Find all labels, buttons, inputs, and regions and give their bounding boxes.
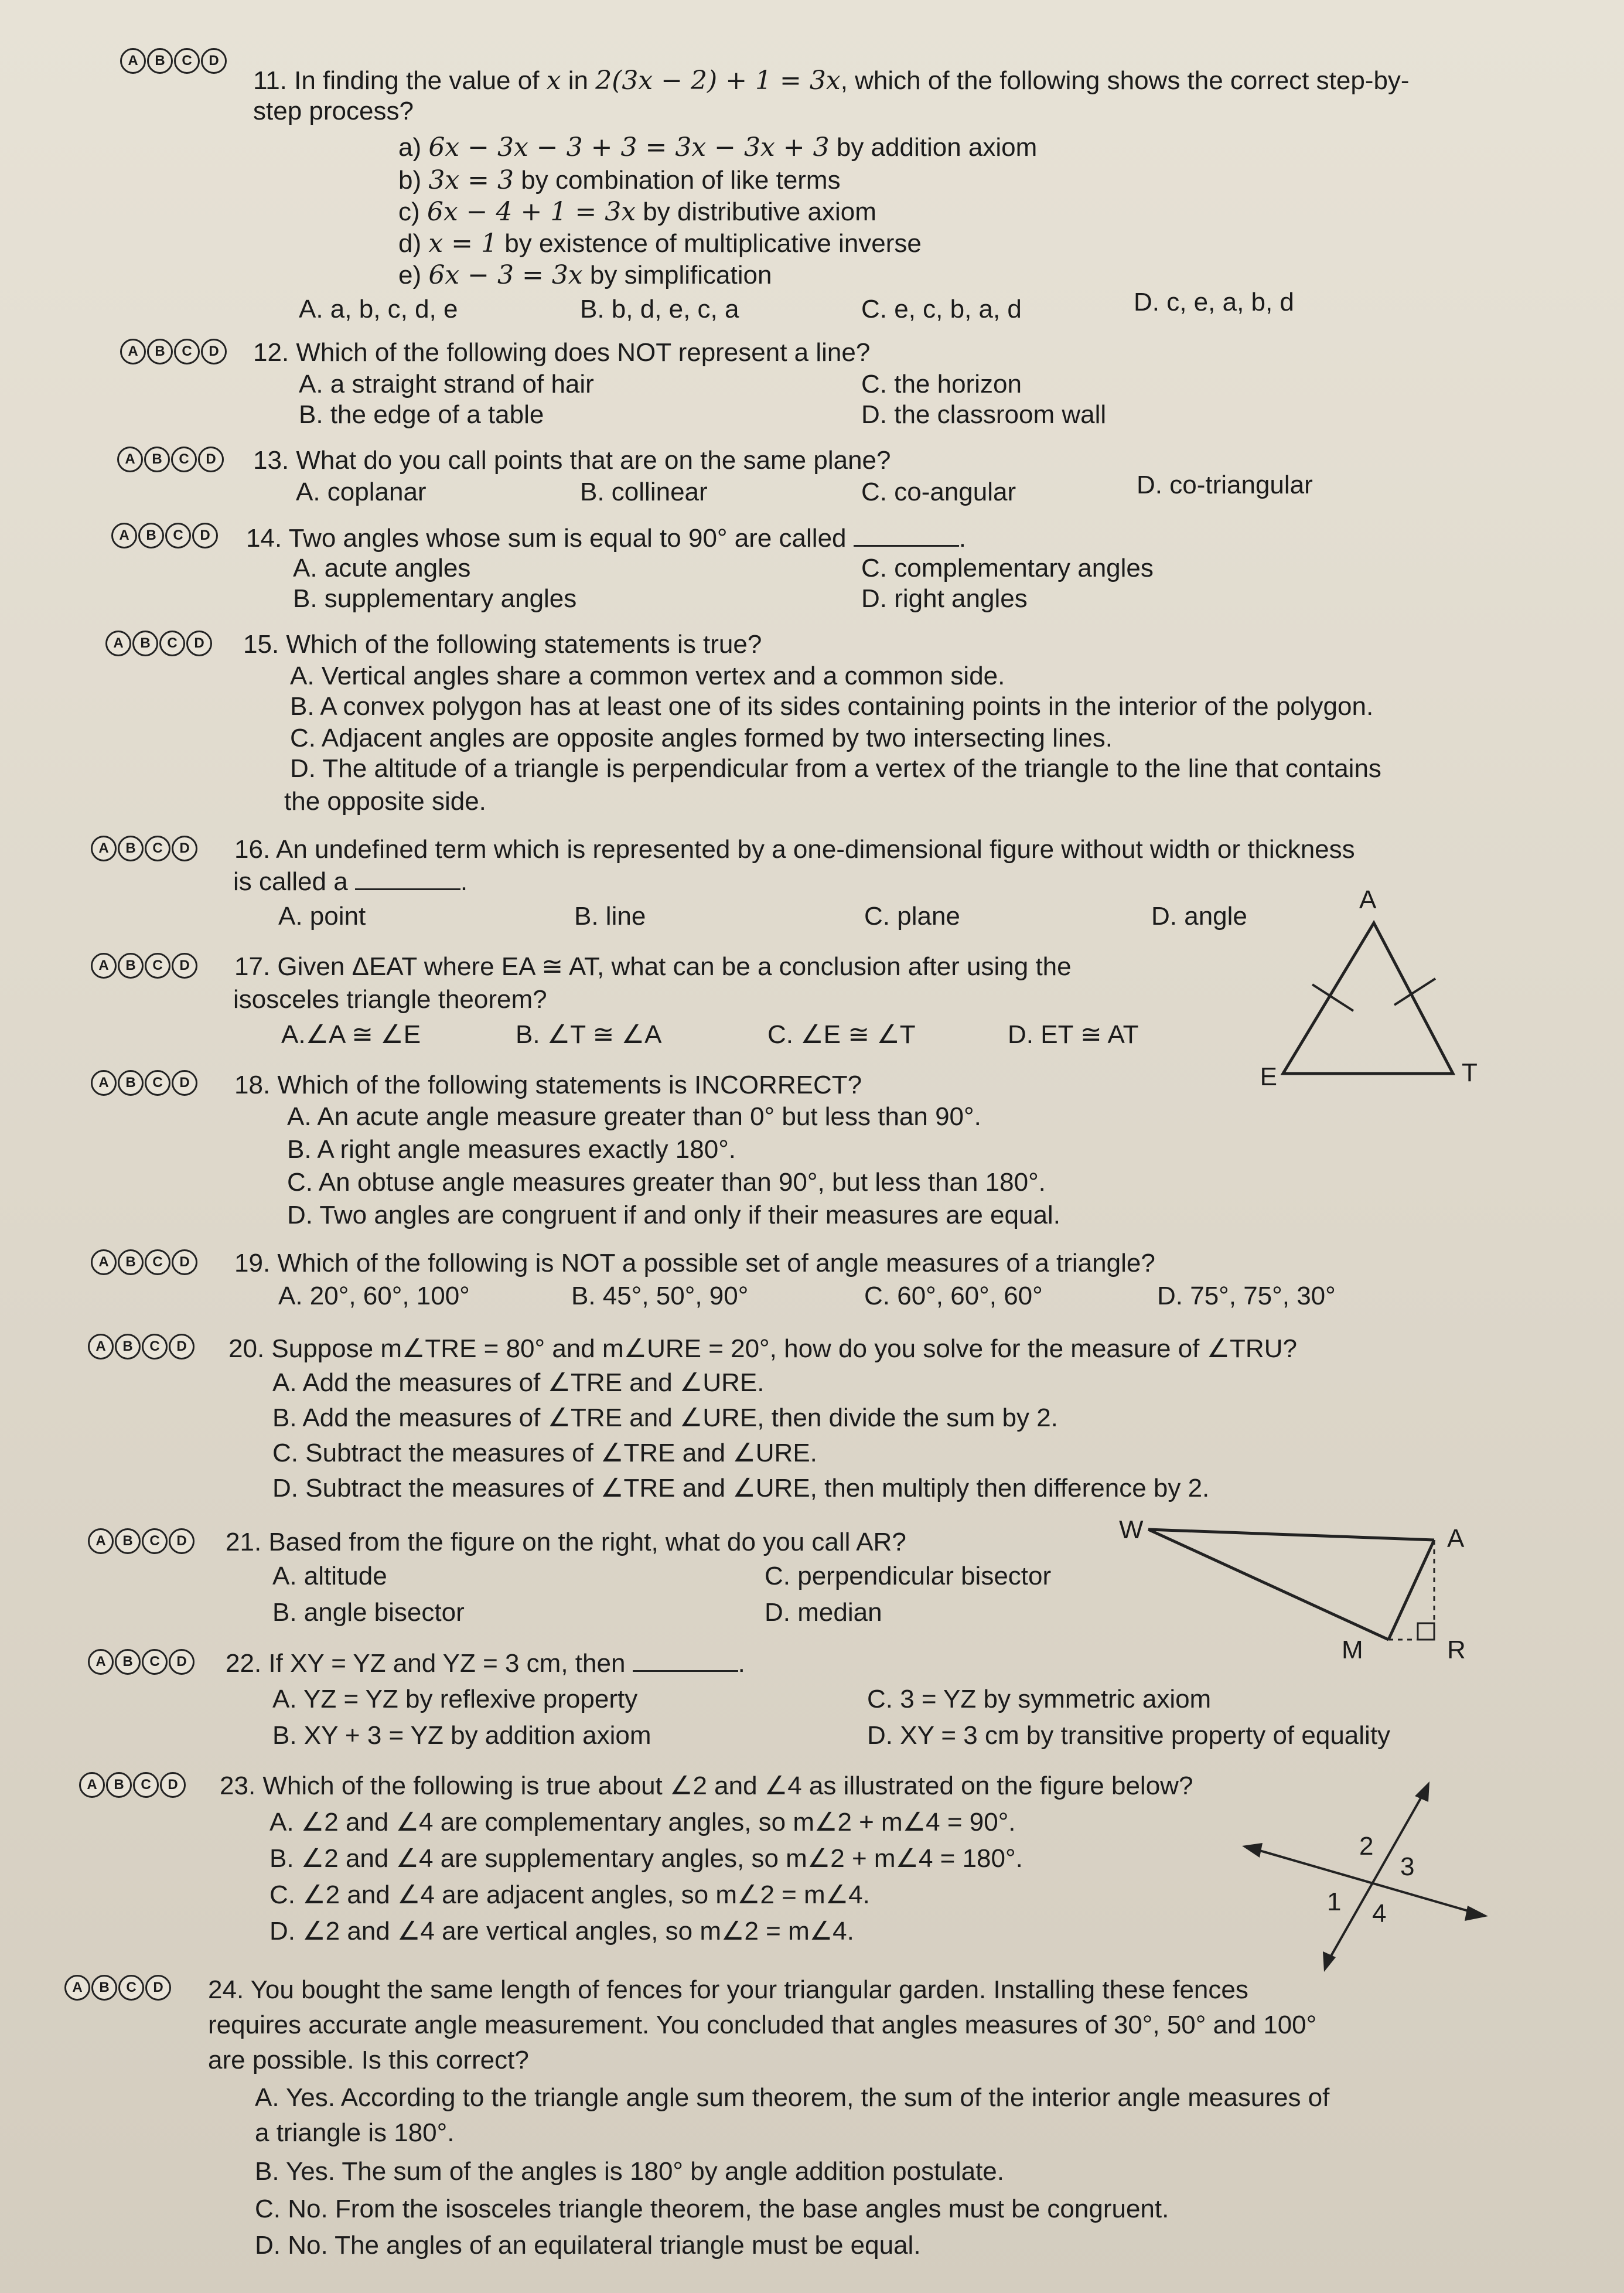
option-d[interactable]: D. 75°, 75°, 30° (1157, 1282, 1336, 1310)
option-c[interactable]: C. perpendicular bisector (765, 1562, 1052, 1590)
option-d[interactable]: D. No. The angles of an equilateral triangle must be equal. (255, 2231, 921, 2260)
option-c[interactable]: C. No. From the isosceles triangle theorem, the base angles must be congruent. (255, 2195, 1169, 2223)
option-a[interactable]: A. Yes. According to the triangle angle sum theorem, the sum of the interior angle measures of (255, 2083, 1330, 2112)
angle-label-1: 1 (1327, 1887, 1342, 1916)
bubble-c[interactable]: C (142, 1528, 168, 1554)
option-b[interactable]: B. the edge of a table (299, 400, 544, 429)
option-c[interactable]: C. An obtuse angle measures greater than 90°, but less than 180°. (287, 1168, 1046, 1197)
option-c[interactable]: C. the horizon (861, 370, 1022, 398)
bubble-c[interactable]: C (145, 953, 170, 979)
bubble-c[interactable]: C (174, 339, 200, 364)
answer-bubbles-13[interactable] (117, 447, 224, 472)
vertex-label-a: A (1359, 885, 1377, 914)
option-d[interactable]: D. ET ≅ AT (1008, 1020, 1139, 1049)
bubble-a[interactable]: A (120, 48, 146, 74)
bubble-a[interactable]: A (120, 339, 146, 364)
question-text: 23. Which of the following is true about ∠2 and ∠4 as illustrated on the figure below? (220, 1771, 1193, 1800)
option-d[interactable]: D. median (765, 1598, 882, 1627)
answer-blank (854, 523, 959, 547)
segment-wa (1148, 1529, 1434, 1540)
answer-bubbles-19[interactable] (91, 1249, 197, 1275)
option-a[interactable]: A. altitude (272, 1562, 387, 1590)
option-a[interactable]: A. Add the measures of ∠TRE and ∠URE. (272, 1368, 765, 1397)
answer-bubbles-18[interactable] (91, 1070, 197, 1096)
step-d: d) x = 1 by existence of multiplicative inverse (398, 229, 922, 258)
option-a[interactable]: A. 20°, 60°, 100° (278, 1282, 470, 1310)
option-c[interactable]: C. complementary angles (861, 554, 1154, 582)
answer-bubbles-23[interactable] (79, 1772, 186, 1798)
option-b[interactable]: B. A convex polygon has at least one of its sides containing points in the interior of the polygon. (290, 692, 1374, 721)
bubble-d[interactable]: D (198, 447, 224, 472)
question-text-line2: step process? (253, 97, 414, 125)
answer-bubbles-14[interactable] (111, 523, 218, 548)
bubble-a[interactable]: A (88, 1334, 114, 1360)
option-a[interactable]: A. a straight strand of hair (299, 370, 594, 398)
answer-blank (355, 866, 460, 890)
bubble-c[interactable]: C (145, 1249, 170, 1275)
option-d-continued: the opposite side. (284, 787, 486, 816)
bubble-a[interactable]: A (105, 631, 131, 656)
bubble-a[interactable]: A (88, 1649, 114, 1675)
option-a[interactable]: A. coplanar (296, 478, 427, 506)
answer-bubbles-12[interactable] (120, 339, 227, 364)
bubble-b[interactable]: B (118, 836, 144, 861)
option-d[interactable]: D. angle (1151, 902, 1247, 931)
bubble-d[interactable]: D (145, 1975, 171, 2001)
option-c[interactable]: C. Adjacent angles are opposite angles formed by two intersecting lines. (290, 724, 1113, 752)
option-a[interactable]: A.∠A ≅ ∠E (281, 1020, 421, 1049)
option-b[interactable]: B. Yes. The sum of the angles is 180° by angle addition postulate. (255, 2157, 1004, 2186)
question-text: 12. Which of the following does NOT represent a line? (253, 338, 871, 367)
bubble-c[interactable]: C (145, 1070, 170, 1096)
step-b: b) 3x = 3 by combination of like terms (398, 165, 841, 195)
bubble-b[interactable]: B (91, 1975, 117, 2001)
question-text: 11. In finding the value of x in 2(3x − 2) + 1 = 3x, which of the following shows the correct step-by- (253, 66, 1410, 96)
option-a[interactable]: A. acute angles (293, 554, 471, 582)
bubble-d[interactable]: D (172, 953, 197, 979)
question-text: 13. What do you call points that are on the same plane? (253, 446, 891, 475)
angle-label-4: 4 (1372, 1899, 1387, 1928)
bubble-b[interactable]: B (115, 1528, 141, 1554)
bubble-d[interactable]: D (192, 523, 218, 548)
bubble-a[interactable]: A (91, 953, 117, 979)
bubble-d[interactable]: D (186, 631, 212, 656)
vertex-label-e: E (1260, 1062, 1277, 1091)
question-text: 22. If XY = YZ and YZ = 3 cm, then . (226, 1649, 745, 1678)
bubble-a[interactable]: A (88, 1528, 114, 1554)
bubble-d[interactable]: D (160, 1772, 186, 1798)
option-b[interactable]: B. b, d, e, c, a (580, 295, 739, 323)
intersecting-lines-figure (1242, 1781, 1512, 1975)
question-text: 18. Which of the following statements is INCORRECT? (234, 1071, 862, 1099)
option-d[interactable]: D. co-triangular (1137, 471, 1313, 499)
bubble-b[interactable]: B (147, 339, 173, 364)
question-text: 24. You bought the same length of fences for your triangular garden. Installing these fences (208, 1975, 1248, 2004)
bubble-d[interactable]: D (169, 1649, 195, 1675)
bubble-d[interactable]: D (169, 1334, 195, 1360)
bubble-b[interactable]: B (106, 1772, 132, 1798)
question-text-line2: requires accurate angle measurement. You concluded that angles measures of 30°, 50° and 100° (208, 2011, 1317, 2039)
answer-bubbles-21[interactable] (88, 1528, 195, 1554)
bubble-a[interactable]: A (91, 1249, 117, 1275)
bubble-b[interactable]: B (138, 523, 164, 548)
option-a[interactable]: A. a, b, c, d, e (299, 295, 458, 323)
triangle-war-figure (1113, 1512, 1488, 1676)
bubble-a[interactable]: A (91, 836, 117, 861)
bubble-a[interactable]: A (79, 1772, 105, 1798)
bubble-c[interactable]: C (171, 447, 197, 472)
arrowhead-bottom (1323, 1951, 1336, 1972)
answer-bubbles-15[interactable] (105, 631, 212, 656)
vertex-label-t: T (1462, 1058, 1478, 1087)
option-d[interactable]: D. ∠2 and ∠4 are vertical angles, so m∠2 = m∠4. (269, 1917, 854, 1946)
vertex-label-r: R (1447, 1636, 1466, 1664)
bubble-b[interactable]: B (147, 48, 173, 74)
angle-label-2: 2 (1359, 1832, 1374, 1861)
bubble-c[interactable]: C (142, 1649, 168, 1675)
bubble-a[interactable]: A (111, 523, 137, 548)
option-c[interactable]: C. co-angular (861, 478, 1016, 506)
question-text: 16. An undefined term which is represented by a one-dimensional figure without width or thickness (234, 835, 1355, 864)
segment-am (1388, 1540, 1434, 1640)
arrowhead-left (1242, 1843, 1263, 1858)
step-a: a) 6x − 3x − 3 + 3 = 3x − 3x + 3 by addition axiom (398, 132, 1038, 162)
bubble-a[interactable]: A (64, 1975, 90, 2001)
option-d[interactable]: D. Subtract the measures of ∠TRE and ∠URE, then multiply then difference by 2. (272, 1474, 1210, 1502)
answer-bubbles-11[interactable] (120, 48, 227, 74)
vertex-label-a: A (1447, 1524, 1465, 1553)
bubble-c[interactable]: C (133, 1772, 159, 1798)
step-c: c) 6x − 4 + 1 = 3x by distributive axiom (398, 197, 876, 227)
bubble-c[interactable]: C (174, 48, 200, 74)
angle-label-3: 3 (1400, 1852, 1415, 1881)
bubble-c[interactable]: C (145, 836, 170, 861)
option-c[interactable]: C. ∠2 and ∠4 are adjacent angles, so m∠2 = m∠4. (269, 1880, 870, 1909)
segment-wm (1148, 1529, 1388, 1640)
bubble-c[interactable]: C (118, 1975, 144, 2001)
option-a[interactable]: A. Vertical angles share a common vertex and a common side. (290, 662, 1005, 690)
arrowhead-top (1415, 1781, 1429, 1802)
option-b[interactable]: B. collinear (580, 478, 708, 506)
bubble-a[interactable]: A (117, 447, 143, 472)
bubble-b[interactable]: B (115, 1334, 141, 1360)
option-b[interactable]: B. ∠T ≅ ∠A (516, 1020, 662, 1049)
bubble-c[interactable]: C (159, 631, 185, 656)
step-e: e) 6x − 3 = 3x by simplification (398, 260, 772, 290)
option-d[interactable]: D. right angles (861, 584, 1028, 613)
bubble-b[interactable]: B (118, 1249, 144, 1275)
option-c[interactable]: C. 60°, 60°, 60° (864, 1282, 1043, 1310)
option-a[interactable]: A. ∠2 and ∠4 are complementary angles, so m∠2 + m∠4 = 90°. (269, 1808, 1016, 1837)
bubble-b[interactable]: B (118, 1070, 144, 1096)
vertex-label-m: M (1342, 1636, 1363, 1664)
answer-bubbles-22[interactable] (88, 1649, 195, 1675)
option-d[interactable]: D. Two angles are congruent if and only if their measures are equal. (287, 1201, 1060, 1229)
option-c[interactable]: C. ∠E ≅ ∠T (767, 1020, 916, 1049)
option-a-continued: a triangle is 180°. (255, 2118, 455, 2147)
option-a[interactable]: A. YZ = YZ by reflexive property (272, 1685, 638, 1713)
option-d[interactable]: D. the classroom wall (861, 400, 1107, 429)
option-c[interactable]: C. plane (864, 902, 960, 931)
question-text: 15. Which of the following statements is true? (243, 630, 762, 659)
option-c[interactable]: C. e, c, b, a, d (861, 295, 1022, 323)
answer-bubbles-20[interactable] (88, 1334, 195, 1360)
bubble-d[interactable]: D (201, 48, 227, 74)
option-b[interactable]: B. supplementary angles (293, 584, 577, 613)
answer-bubbles-17[interactable] (91, 953, 197, 979)
option-b[interactable]: B. line (574, 902, 646, 931)
option-b[interactable]: B. 45°, 50°, 90° (571, 1282, 749, 1310)
option-b[interactable]: B. ∠2 and ∠4 are supplementary angles, so m∠2 + m∠4 = 180°. (269, 1844, 1023, 1873)
option-b[interactable]: B. Add the measures of ∠TRE and ∠URE, then divide the sum by 2. (272, 1403, 1058, 1432)
option-d[interactable]: D. XY = 3 cm by transitive property of equality (867, 1721, 1391, 1750)
bubble-b[interactable]: B (118, 953, 144, 979)
option-c[interactable]: C. Subtract the measures of ∠TRE and ∠URE. (272, 1439, 817, 1467)
bubble-b[interactable]: B (132, 631, 158, 656)
arrowhead-right (1465, 1906, 1488, 1921)
option-d[interactable]: D. c, e, a, b, d (1134, 288, 1294, 316)
option-b[interactable]: B. angle bisector (272, 1598, 465, 1627)
bubble-b[interactable]: B (144, 447, 170, 472)
bubble-d[interactable]: D (169, 1528, 195, 1554)
answer-blank (633, 1648, 738, 1672)
bubble-d[interactable]: D (172, 1249, 197, 1275)
answer-bubbles-16[interactable] (91, 836, 197, 861)
bubble-c[interactable]: C (165, 523, 191, 548)
question-text-line3: are possible. Is this correct? (208, 2046, 529, 2074)
option-a[interactable]: A. An acute angle measure greater than 0° but less than 90°. (287, 1102, 981, 1131)
question-text-line2: is called a . (233, 867, 468, 896)
bubble-b[interactable]: B (115, 1649, 141, 1675)
right-angle-mark (1418, 1623, 1434, 1640)
question-text-line2: isosceles triangle theorem? (233, 985, 547, 1014)
bubble-c[interactable]: C (142, 1334, 168, 1360)
question-text: 14. Two angles whose sum is equal to 90° are called . (246, 524, 966, 553)
option-b[interactable]: B. A right angle measures exactly 180°. (287, 1135, 736, 1164)
question-text: 20. Suppose m∠TRE = 80° and m∠URE = 20°, how do you solve for the measure of ∠TRU? (228, 1334, 1297, 1363)
option-a[interactable]: A. point (278, 902, 366, 931)
option-c[interactable]: C. 3 = YZ by symmetric axiom (867, 1685, 1212, 1713)
bubble-d[interactable]: D (201, 339, 227, 364)
bubble-d[interactable]: D (172, 1070, 197, 1096)
question-text: 21. Based from the figure on the right, what do you call AR? (226, 1528, 906, 1556)
option-b[interactable]: B. XY + 3 = YZ by addition axiom (272, 1721, 651, 1750)
bubble-a[interactable]: A (91, 1070, 117, 1096)
option-d[interactable]: D. The altitude of a triangle is perpendicular from a vertex of the triangle to the line that contains (290, 754, 1381, 783)
triangle-eat (1283, 923, 1453, 1074)
vertex-label-w: W (1119, 1515, 1144, 1544)
triangle-eat-figure (1260, 879, 1506, 1102)
bubble-d[interactable]: D (172, 836, 197, 861)
question-text: 19. Which of the following is NOT a possible set of angle measures of a triangle? (234, 1249, 1155, 1277)
answer-bubbles-24[interactable] (64, 1975, 171, 2001)
question-text: 17. Given ΔEAT where EA ≅ AT, what can be a conclusion after using the (234, 952, 1072, 981)
